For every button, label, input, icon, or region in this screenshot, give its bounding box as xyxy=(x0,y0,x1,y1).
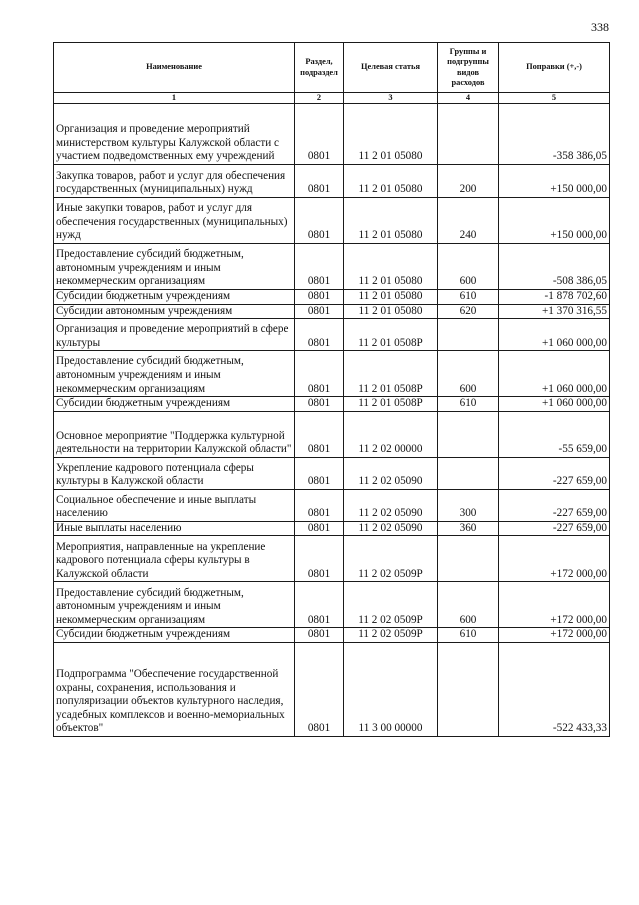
table-row xyxy=(54,521,610,536)
row-group: 600 xyxy=(438,244,499,290)
row-section: 0801 xyxy=(295,457,344,489)
row-section: 0801 xyxy=(295,489,344,521)
row-article: 11 2 01 0508Р xyxy=(344,351,438,397)
row-amount: -508 386,05 xyxy=(499,244,610,290)
row-section: 0801 xyxy=(295,304,344,319)
row-amount: -227 659,00 xyxy=(499,489,610,521)
table-row xyxy=(54,582,610,628)
table-row xyxy=(54,397,610,412)
row-article: 11 3 00 00000 xyxy=(344,642,438,736)
row-amount: +1 060 000,00 xyxy=(499,351,610,397)
row-group: 600 xyxy=(438,351,499,397)
row-name: Основное мероприятие "Поддержка культурной деятельности на территории Калужской области" xyxy=(54,411,295,457)
row-amount: +172 000,00 xyxy=(499,582,610,628)
row-amount: +150 000,00 xyxy=(499,198,610,244)
row-group: 360 xyxy=(438,521,499,536)
row-article: 11 2 01 05080 xyxy=(344,198,438,244)
row-name: Предоставление субсидий бюджетным, автономным учреждениям и иным некоммерческим организациям xyxy=(54,244,295,290)
row-article: 11 2 02 05090 xyxy=(344,457,438,489)
row-group: 240 xyxy=(438,198,499,244)
row-name: Социальное обеспечение и иные выплаты населению xyxy=(54,489,295,521)
row-article: 11 2 01 0508Р xyxy=(344,397,438,412)
header-groups: Группы и подгруппы видов расходов xyxy=(438,43,499,93)
table-row xyxy=(54,104,610,165)
row-group: 620 xyxy=(438,304,499,319)
row-name: Закупка товаров, работ и услуг для обеспечения государственных (муниципальных) нужд xyxy=(54,165,295,198)
row-article: 11 2 02 05090 xyxy=(344,521,438,536)
row-section: 0801 xyxy=(295,165,344,198)
table-row xyxy=(54,628,610,643)
row-section: 0801 xyxy=(295,319,344,351)
row-article: 11 2 01 05080 xyxy=(344,165,438,198)
header-section: Раздел, подраздел xyxy=(295,43,344,93)
page-number: 338 xyxy=(591,20,609,34)
row-amount: -227 659,00 xyxy=(499,457,610,489)
column-number-row xyxy=(54,93,610,104)
column-number: 5 xyxy=(499,93,610,104)
row-section: 0801 xyxy=(295,198,344,244)
row-name: Мероприятия, направленные на укрепление кадрового потенциала сферы культуры в Калужской области xyxy=(54,536,295,582)
row-amount: +172 000,00 xyxy=(499,628,610,643)
row-name: Организация и проведение мероприятий в сфере культуры xyxy=(54,319,295,351)
row-name: Укрепление кадрового потенциала сферы культуры в Калужской области xyxy=(54,457,295,489)
row-article: 11 2 01 05080 xyxy=(344,244,438,290)
row-amount: +1 370 316,55 xyxy=(499,304,610,319)
row-amount: -522 433,33 xyxy=(499,642,610,736)
row-name: Предоставление субсидий бюджетным, автономным учреждениям и иным некоммерческим организациям xyxy=(54,351,295,397)
row-name: Иные закупки товаров, работ и услуг для обеспечения государственных (муниципальных) нужд xyxy=(54,198,295,244)
row-section: 0801 xyxy=(295,351,344,397)
row-article: 11 2 01 05080 xyxy=(344,104,438,165)
table-row xyxy=(54,489,610,521)
row-group: 610 xyxy=(438,628,499,643)
row-name: Субсидии бюджетным учреждениям xyxy=(54,290,295,305)
table-row xyxy=(54,290,610,305)
table-row xyxy=(54,244,610,290)
row-section: 0801 xyxy=(295,104,344,165)
table-row xyxy=(54,198,610,244)
table-row xyxy=(54,457,610,489)
row-name: Предоставление субсидий бюджетным, автономным учреждениям и иным некоммерческим организациям xyxy=(54,582,295,628)
row-section: 0801 xyxy=(295,582,344,628)
row-amount: +1 060 000,00 xyxy=(499,319,610,351)
row-group: 200 xyxy=(438,165,499,198)
row-section: 0801 xyxy=(295,628,344,643)
row-section: 0801 xyxy=(295,411,344,457)
row-amount: -55 659,00 xyxy=(499,411,610,457)
header-name: Наименование xyxy=(54,43,295,93)
row-group: 600 xyxy=(438,582,499,628)
column-number: 2 xyxy=(295,93,344,104)
row-article: 11 2 01 0508Р xyxy=(344,319,438,351)
row-amount: +1 060 000,00 xyxy=(499,397,610,412)
row-article: 11 2 02 0509Р xyxy=(344,582,438,628)
table-body xyxy=(54,104,610,737)
table-row xyxy=(54,351,610,397)
row-group xyxy=(438,642,499,736)
column-number: 1 xyxy=(54,93,295,104)
row-name: Субсидии бюджетным учреждениям xyxy=(54,628,295,643)
table-row xyxy=(54,165,610,198)
row-section: 0801 xyxy=(295,521,344,536)
row-group: 610 xyxy=(438,397,499,412)
row-group xyxy=(438,104,499,165)
row-group: 610 xyxy=(438,290,499,305)
row-group xyxy=(438,536,499,582)
row-group xyxy=(438,411,499,457)
table-row xyxy=(54,411,610,457)
column-number: 4 xyxy=(438,93,499,104)
row-article: 11 2 02 05090 xyxy=(344,489,438,521)
table-row xyxy=(54,319,610,351)
row-group xyxy=(438,319,499,351)
row-section: 0801 xyxy=(295,397,344,412)
budget-amendments-table xyxy=(53,42,610,737)
header-row xyxy=(54,43,610,93)
row-article: 11 2 02 0509Р xyxy=(344,628,438,643)
table-row xyxy=(54,536,610,582)
row-amount: -227 659,00 xyxy=(499,521,610,536)
row-section: 0801 xyxy=(295,536,344,582)
row-section: 0801 xyxy=(295,642,344,736)
row-name: Подпрограмма "Обеспечение государственной охраны, сохранения, использования и популяризации объектов культурного наследия, усадебных комплексов и военно-мемориальных объектов" xyxy=(54,642,295,736)
row-article: 11 2 02 00000 xyxy=(344,411,438,457)
row-amount: -1 878 702,60 xyxy=(499,290,610,305)
row-amount: +172 000,00 xyxy=(499,536,610,582)
row-name: Организация и проведение мероприятий министерством культуры Калужской области с участием подведомственных ему учреждений xyxy=(54,104,295,165)
row-group: 300 xyxy=(438,489,499,521)
row-section: 0801 xyxy=(295,290,344,305)
row-amount: +150 000,00 xyxy=(499,165,610,198)
row-section: 0801 xyxy=(295,244,344,290)
row-name: Иные выплаты населению xyxy=(54,521,295,536)
row-group xyxy=(438,457,499,489)
row-name: Субсидии автономным учреждениям xyxy=(54,304,295,319)
row-article: 11 2 01 05080 xyxy=(344,304,438,319)
header-article: Целевая статья xyxy=(344,43,438,93)
row-article: 11 2 02 0509Р xyxy=(344,536,438,582)
row-amount: -358 386,05 xyxy=(499,104,610,165)
row-name: Субсидии бюджетным учреждениям xyxy=(54,397,295,412)
table-row xyxy=(54,304,610,319)
row-article: 11 2 01 05080 xyxy=(344,290,438,305)
table-row xyxy=(54,642,610,736)
column-number: 3 xyxy=(344,93,438,104)
header-amount: Поправки (+,-) xyxy=(499,43,610,93)
